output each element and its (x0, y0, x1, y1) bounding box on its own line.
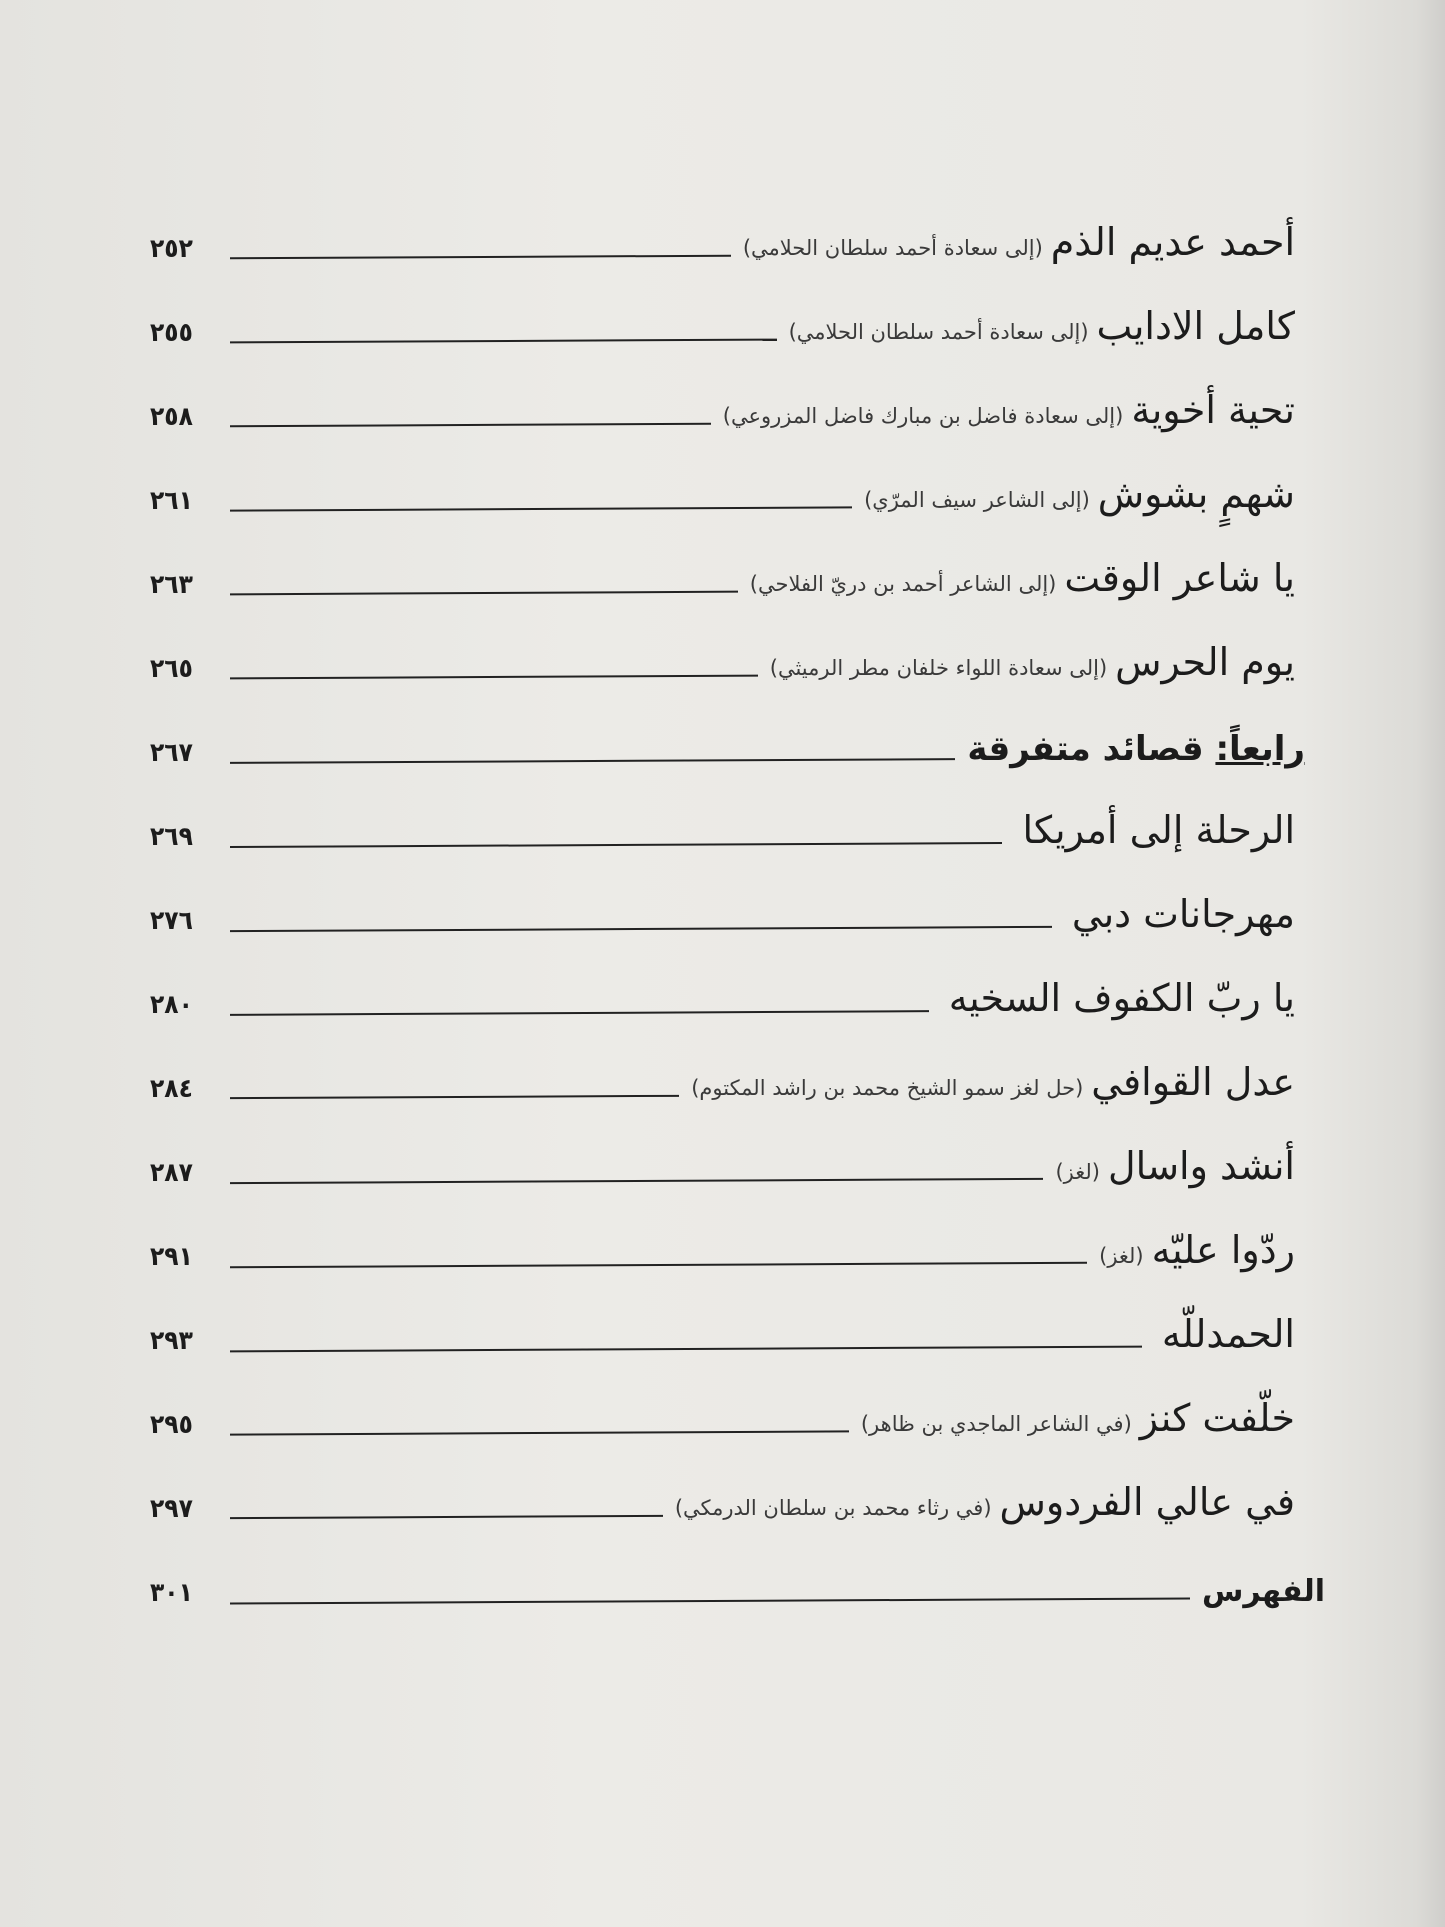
page-number: ٢٨٠ (150, 990, 193, 1020)
leader-line (230, 1515, 663, 1519)
toc-entry (150, 600, 1295, 684)
leader-line (230, 758, 955, 764)
leader-line (230, 842, 1002, 848)
entry-title: تحية أخوية (1131, 388, 1295, 433)
leader-line (230, 255, 731, 260)
toc-entry (150, 1356, 1295, 1440)
entry-title: أنشد واسال (1108, 1144, 1295, 1189)
leader-line (230, 1597, 1190, 1604)
leader-line (230, 1430, 849, 1435)
leader-line (230, 675, 758, 680)
entry-title: عدل القوافي (1091, 1060, 1295, 1105)
page-number: ٢٥٥ (150, 318, 193, 348)
toc-entry (150, 1272, 1295, 1356)
toc-entry (150, 1104, 1295, 1188)
page-number: ٣٠١ (150, 1578, 193, 1608)
entry-title: يا شاعر الوقت (1064, 556, 1295, 601)
entry-title: يا ربّ الكفوف السخيه (948, 976, 1295, 1021)
index-entry (150, 1524, 1325, 1609)
entry-dedication: (إلى الشاعر سيف المرّي) (864, 487, 1090, 512)
page-number: ٢٦١ (150, 486, 193, 516)
section-heading (150, 684, 1305, 769)
leader-line (230, 1095, 679, 1099)
section-title (967, 728, 1305, 769)
page-number: ٢٦٧ (150, 738, 193, 768)
entry-title: الحمدللّه (1161, 1312, 1295, 1357)
entry-title: خلّفت كنز (1139, 1396, 1295, 1441)
index-title: الفهرس (1201, 1574, 1325, 1609)
leader-line (230, 423, 711, 428)
entry-dedication: (إلى سعادة فاضل بن مبارك فاضل المزروعي) (722, 403, 1124, 428)
leader-line (230, 339, 777, 344)
page-number: ٢٨٧ (150, 1158, 193, 1188)
leader-line (230, 926, 1052, 932)
entry-dedication: (إلى سعادة أحمد سلطان الحلامي) (742, 235, 1043, 260)
toc-entry (150, 1440, 1295, 1524)
leader-line (230, 1010, 929, 1016)
entry-title: أحمد عديم الذم (1050, 220, 1295, 265)
page-number: ٢٦٣ (150, 570, 193, 600)
entry-title: في عالي الفردوس (999, 1480, 1295, 1525)
page-number: ٢٩٥ (150, 1410, 193, 1440)
entry-dedication: (لغز) (1099, 1243, 1144, 1268)
entry-dedication: (إلى سعادة أحمد سلطان الحلامي) (788, 319, 1089, 344)
toc-entry (150, 1020, 1295, 1104)
toc-entry (150, 516, 1295, 600)
toc-entry (150, 264, 1295, 348)
toc-entry (150, 1188, 1295, 1272)
toc-entry (150, 852, 1295, 936)
leader-line (230, 1346, 1142, 1353)
toc-entry (150, 936, 1295, 1020)
entry-title: مهرجانات دبي (1071, 892, 1295, 937)
entry-title: يوم الحرس (1115, 640, 1295, 685)
entry-dedication: (حل لغز سمو الشيخ محمد بن راشد المكتوم) (691, 1075, 1084, 1100)
page-number: ٢٥٨ (150, 402, 193, 432)
toc-entry (150, 432, 1295, 516)
entry-dedication: (لغز) (1055, 1159, 1100, 1184)
leader-line (230, 506, 852, 511)
page-number: ٢٦٥ (150, 654, 193, 684)
entry-dedication: (في رثاء محمد بن سلطان الدرمكي) (674, 1495, 992, 1520)
entry-title: شهمٍ بشوش (1097, 472, 1295, 517)
section-name: قصائد متفرقة (967, 728, 1204, 769)
entry-dedication: (إلى الشاعر أحمد بن دريّ الفلاحي) (749, 571, 1057, 596)
page-number: ٢٦٩ (150, 822, 193, 852)
toc-entry (150, 348, 1295, 432)
page-number: ٢٩١ (150, 1242, 193, 1272)
entry-dedication: (إلى سعادة اللواء خلفان مطر الرميثي) (769, 655, 1108, 680)
page-number: ٢٥٢ (150, 234, 193, 264)
toc-entry (150, 180, 1295, 264)
leader-line (230, 1262, 1087, 1268)
page-number: ٢٩٣ (150, 1326, 193, 1356)
page-number: ٢٨٤ (150, 1074, 193, 1104)
leader-line (230, 591, 738, 596)
entry-dedication: (في الشاعر الماجدي بن ظاهر) (860, 1411, 1132, 1436)
leader-line (230, 1178, 1043, 1184)
entry-title: الرحلة إلى أمريكا (1022, 808, 1295, 853)
page-number: ٢٧٦ (150, 906, 193, 936)
table-of-contents (150, 180, 1325, 1609)
entry-title: ردّوا عليّه (1151, 1228, 1295, 1273)
section-number: رابعاً: (1215, 728, 1305, 769)
entry-title: كامل الادايب (1096, 304, 1295, 349)
toc-entry (150, 768, 1295, 852)
page-number: ٢٩٧ (150, 1494, 193, 1524)
